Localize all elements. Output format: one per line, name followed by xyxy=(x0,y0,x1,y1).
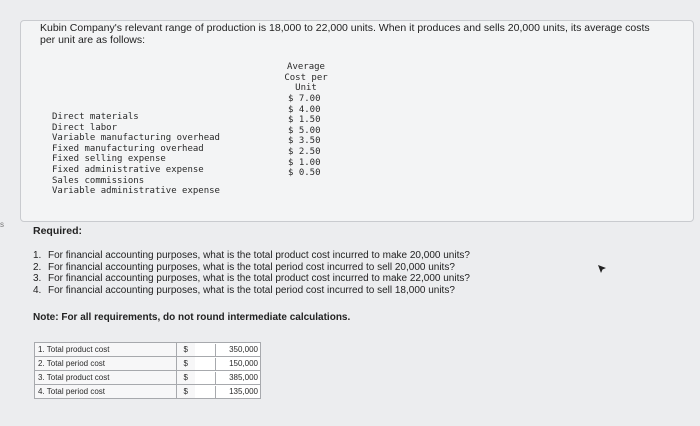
answer-input[interactable] xyxy=(195,371,261,385)
answer-row xyxy=(35,385,261,399)
question-item xyxy=(33,273,593,285)
answer-value: 385,000 xyxy=(215,372,258,384)
answer-input[interactable] xyxy=(195,385,261,399)
problem-intro: Kubin Company's relevant range of production is 18,000 to 22,000 units. When it produces and sells 20,000 units, its average costs per unit are as follows: xyxy=(40,22,650,46)
cost-value: $ 1.00 xyxy=(288,157,321,168)
answer-label: 1. Total product cost xyxy=(35,343,177,357)
question-text: For financial accounting purposes, what is the total period cost incurred to sell 20,000 units? xyxy=(48,261,455,273)
cost-label: Fixed administrative expense xyxy=(52,164,204,175)
currency-symbol: $ xyxy=(177,357,195,371)
cost-header-line: Average xyxy=(287,62,325,72)
question-item xyxy=(33,250,593,262)
question-text: For financial accounting purposes, what is the total period cost incurred to sell 18,000 units? xyxy=(48,284,455,296)
cost-value: $ 5.00 xyxy=(288,125,321,136)
cost-label: Direct labor xyxy=(52,122,118,133)
question-item xyxy=(33,262,593,274)
cost-label: Variable manufacturing overhead xyxy=(52,133,220,144)
question-number: 4. xyxy=(33,284,42,296)
answer-value: 350,000 xyxy=(215,344,258,356)
cost-label: Variable administrative expense xyxy=(52,186,220,197)
answer-input[interactable] xyxy=(195,343,261,357)
question-text: For financial accounting purposes, what is the total product cost incurred to make 22,000 units? xyxy=(48,273,470,284)
question-number: 1. xyxy=(33,250,42,261)
answer-label: 4. Total period cost xyxy=(35,385,177,399)
cost-value: $ 3.50 xyxy=(288,136,321,147)
cost-values xyxy=(288,94,348,179)
mouse-cursor-icon xyxy=(597,264,607,274)
answer-table xyxy=(34,342,261,399)
answer-row xyxy=(35,357,261,371)
cost-value: $ 1.50 xyxy=(288,115,321,126)
cost-labels xyxy=(52,112,252,197)
cost-value: $ 0.50 xyxy=(288,168,321,179)
answer-value: 150,000 xyxy=(215,358,258,370)
question-text: For financial accounting purposes, what is the total product cost incurred to make 20,000 units? xyxy=(48,250,470,261)
answer-label: 3. Total product cost xyxy=(35,371,177,385)
question-number: 2. xyxy=(33,261,42,273)
cost-value: $ 7.00 xyxy=(288,94,321,104)
answer-input[interactable] xyxy=(195,357,261,371)
cost-table-header xyxy=(278,62,334,94)
currency-symbol: $ xyxy=(177,343,195,357)
currency-symbol: $ xyxy=(177,371,195,385)
cost-value: $ 4.00 xyxy=(288,104,321,115)
answer-row xyxy=(35,371,261,385)
question-list xyxy=(33,250,593,296)
answer-row xyxy=(35,343,261,357)
currency-symbol: $ xyxy=(177,385,195,399)
cost-value: $ 2.50 xyxy=(288,146,321,157)
cost-label: Fixed manufacturing overhead xyxy=(52,143,204,154)
cost-header-line: Cost per xyxy=(284,72,328,83)
question-number: 3. xyxy=(33,273,42,284)
cost-label: Sales commissions xyxy=(52,175,145,186)
side-mark: s xyxy=(0,220,4,229)
answer-label: 2. Total period cost xyxy=(35,357,177,371)
calculation-note: Note: For all requirements, do not round intermediate calculations. xyxy=(33,312,351,323)
answer-value: 135,000 xyxy=(215,386,258,398)
cost-label: Fixed selling expense xyxy=(52,154,166,165)
cost-header-line: Unit xyxy=(295,83,317,94)
cost-label: Direct materials xyxy=(52,112,139,122)
question-item xyxy=(33,285,593,297)
required-heading: Required: xyxy=(33,225,83,237)
